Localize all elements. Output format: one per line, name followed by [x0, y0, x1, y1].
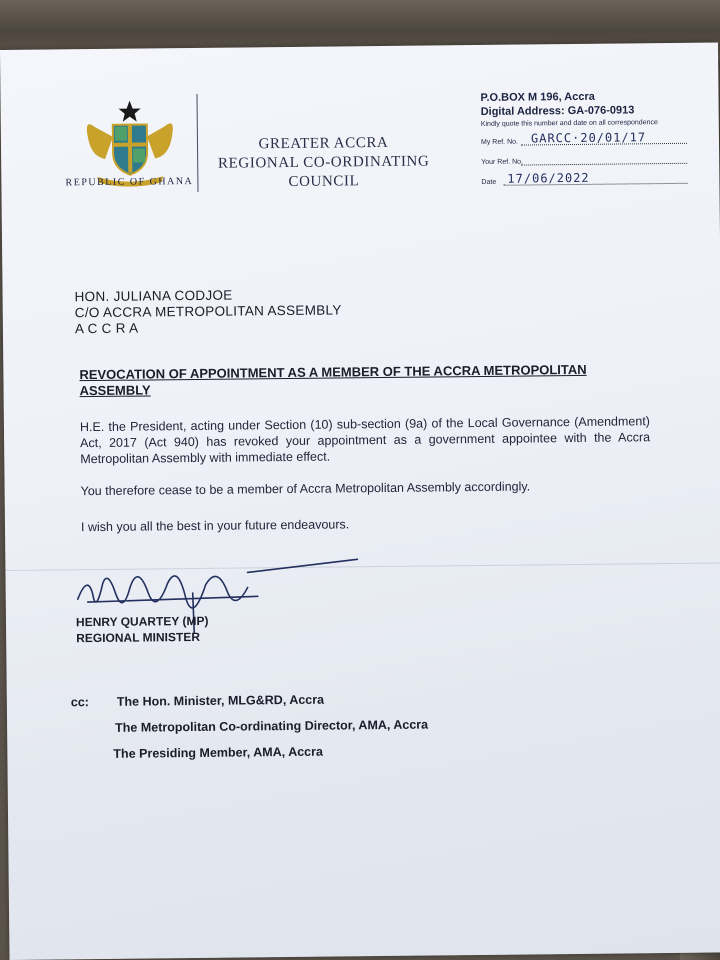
recipient-city: A C C R A	[74, 320, 139, 337]
recipient-org: C/O ACCRA METROPOLITAN ASSEMBLY	[74, 302, 342, 321]
recipient-block	[75, 286, 342, 337]
council-line: GREATER ACCRA	[258, 134, 389, 153]
your-ref-rule	[521, 163, 687, 166]
my-ref-row	[481, 128, 701, 148]
date-label: Date	[481, 178, 497, 186]
date-row	[481, 168, 701, 188]
my-ref-value: GARCC·20/01/17	[530, 130, 647, 146]
council-name	[206, 133, 442, 192]
quote-note: Kindly quote this number and date on all correspondence	[480, 119, 658, 128]
date-value: 17/06/2022	[507, 170, 590, 186]
body-paragraph-3: I wish you all the best in your future endeavours.	[80, 517, 350, 535]
body-paragraph-1: H.E. the President, acting under Section (10) sub-section (9a) of the Local Governance (Amendment) Act, 2017 (Act 940) has revoked your appointment as a government appointee with the Accra Metropolitan Assembly with immediate effect.	[79, 414, 651, 467]
cc-label: cc:	[70, 695, 89, 710]
letter-sheet	[0, 42, 720, 959]
digital-address: Digital Address: GA-076-0913	[480, 104, 635, 118]
republic-label: REPUBLIC OF GHANA	[65, 175, 194, 189]
recipient-name: HON. JULIANA CODJOE	[74, 287, 233, 305]
ghana-coat-of-arms-icon	[74, 96, 185, 187]
council-line: REGIONAL CO-ORDINATING	[217, 153, 430, 172]
address-block	[480, 89, 701, 188]
cc-item: The Hon. Minister, MLG&RD, Accra	[116, 692, 325, 709]
your-ref-label: Your Ref. No.	[481, 158, 524, 166]
your-ref-row	[481, 148, 701, 168]
cc-item: The Presiding Member, AMA, Accra	[113, 744, 323, 761]
council-line: COUNCIL	[288, 173, 360, 190]
signatory-block	[76, 613, 209, 646]
header-divider	[196, 94, 198, 192]
my-ref-label: My Ref. No.	[480, 138, 518, 146]
cc-item: The Metropolitan Co-ordinating Director, AMA, Accra	[115, 717, 429, 735]
signatory-title: REGIONAL MINISTER	[76, 629, 201, 646]
body-paragraph-2: You therefore cease to be a member of Accra Metropolitan Assembly accordingly.	[80, 479, 531, 499]
letter-subject: REVOCATION OF APPOINTMENT AS A MEMBER OF THE ACCRA METROPOLITAN ASSEMBLY	[79, 361, 587, 399]
signatory-name: HENRY QUARTEY (MP)	[75, 613, 209, 630]
po-box: P.O.BOX M 196, Accra	[480, 90, 595, 104]
